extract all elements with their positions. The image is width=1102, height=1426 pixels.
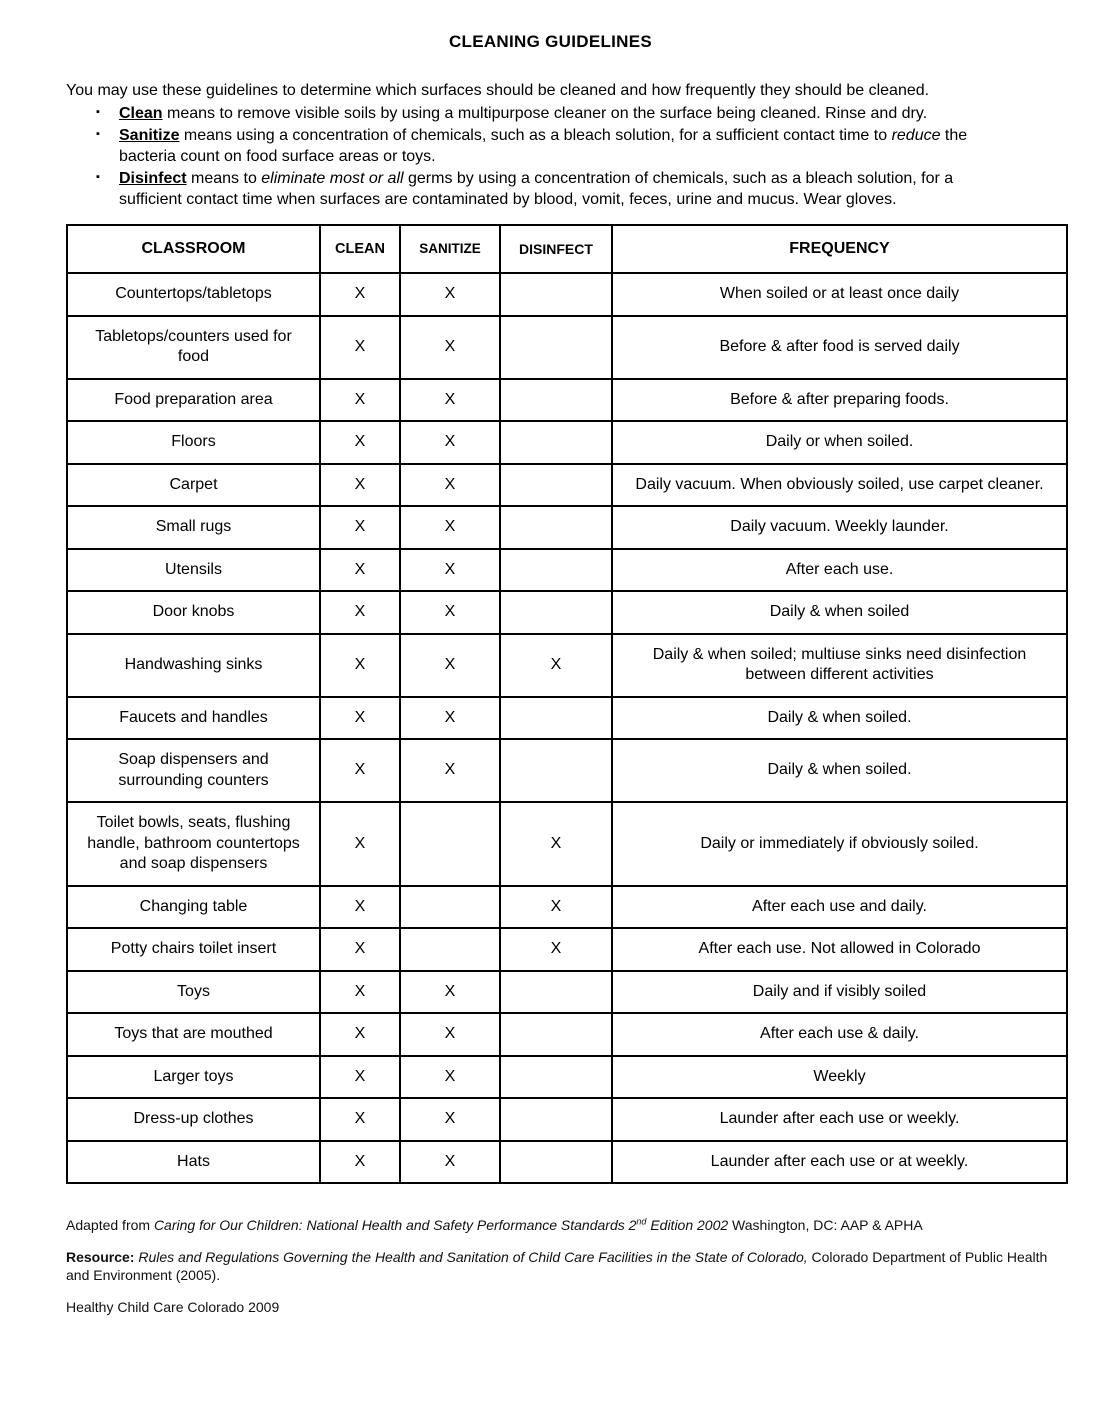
cleaning-guidelines-table: [66, 224, 1068, 1184]
clean-cell: X: [320, 739, 400, 802]
intro-paragraph: You may use these guidelines to determine which surfaces should be cleaned and how frequently they should be cleaned.: [66, 82, 930, 99]
adapted-superscript: nd: [636, 1216, 647, 1227]
classroom-cell: Food preparation area: [67, 379, 320, 422]
classroom-cell: Carpet: [67, 464, 320, 507]
sanitize-cell: [400, 928, 500, 971]
frequency-cell: Daily vacuum. When obviously soiled, use carpet cleaner.: [612, 464, 1067, 507]
clean-cell: X: [320, 506, 400, 549]
classroom-cell: Utensils: [67, 549, 320, 592]
classroom-cell: Toys: [67, 971, 320, 1014]
definition-disinfect-tail: germs by using a concentration of chemicals, such as a bleach solution, for a sufficient contact time when surfaces are contaminated by blood, vomit, feces, urine and mucus. Wear gloves.: [119, 170, 954, 208]
table-row: [67, 1056, 1067, 1099]
sanitize-cell: X: [400, 1013, 500, 1056]
term-disinfect: Disinfect: [119, 170, 187, 187]
clean-cell: X: [320, 634, 400, 697]
disinfect-cell: X: [500, 928, 612, 971]
table-row: [67, 273, 1067, 316]
definition-clean: [94, 103, 1019, 124]
frequency-cell: After each use & daily.: [612, 1013, 1067, 1056]
sanitize-cell: X: [400, 316, 500, 379]
clean-cell: X: [320, 1056, 400, 1099]
footnotes: [66, 1216, 1051, 1316]
resource-label: Resource:: [66, 1249, 135, 1265]
classroom-cell: Soap dispensers and surrounding counters: [67, 739, 320, 802]
sanitize-cell: X: [400, 549, 500, 592]
table-row: [67, 591, 1067, 634]
disinfect-cell: [500, 506, 612, 549]
classroom-cell: Handwashing sinks: [67, 634, 320, 697]
table-row: [67, 886, 1067, 929]
clean-cell: X: [320, 1141, 400, 1184]
definition-sanitize-text: means using a concentration of chemicals, such as a bleach solution, for a sufficient contact time to: [179, 127, 892, 144]
term-sanitize: Sanitize: [119, 127, 180, 144]
classroom-cell: Toys that are mouthed: [67, 1013, 320, 1056]
disinfect-cell: [500, 316, 612, 379]
frequency-cell: Daily or when soiled.: [612, 421, 1067, 464]
definition-sanitize: [94, 125, 1019, 167]
table-row: [67, 634, 1067, 697]
definition-sanitize-tail: the bacteria count on food surface areas or toys.: [119, 127, 968, 165]
adapted-prefix: Adapted from: [66, 1217, 154, 1233]
frequency-cell: After each use and daily.: [612, 886, 1067, 929]
sanitize-cell: X: [400, 739, 500, 802]
table-row: [67, 549, 1067, 592]
resource-source-title: Rules and Regulations Governing the Health and Sanitation of Child Care Facilities in the State of Colorado,: [134, 1249, 808, 1265]
frequency-cell: Daily & when soiled; multiuse sinks need disinfection between different activities: [612, 634, 1067, 697]
adapted-edition: Edition 2002: [646, 1217, 729, 1233]
table-row: [67, 316, 1067, 379]
sanitize-cell: X: [400, 464, 500, 507]
frequency-cell: When soiled or at least once daily: [612, 273, 1067, 316]
disinfect-cell: [500, 1013, 612, 1056]
clean-cell: X: [320, 928, 400, 971]
clean-cell: X: [320, 1013, 400, 1056]
table-row: [67, 1098, 1067, 1141]
clean-cell: X: [320, 1098, 400, 1141]
disinfect-cell: [500, 379, 612, 422]
clean-cell: X: [320, 273, 400, 316]
classroom-cell: Door knobs: [67, 591, 320, 634]
frequency-cell: Daily & when soiled.: [612, 697, 1067, 740]
clean-cell: X: [320, 464, 400, 507]
frequency-cell: Launder after each use or weekly.: [612, 1098, 1067, 1141]
frequency-cell: Daily or immediately if obviously soiled.: [612, 802, 1067, 886]
frequency-cell: Weekly: [612, 1056, 1067, 1099]
disinfect-cell: [500, 273, 612, 316]
table-row: [67, 971, 1067, 1014]
frequency-cell: After each use. Not allowed in Colorado: [612, 928, 1067, 971]
column-header-sanitize: SANITIZE: [400, 225, 500, 273]
table-row: [67, 739, 1067, 802]
disinfect-cell: [500, 739, 612, 802]
definition-disinfect-italic: eliminate most or all: [261, 170, 404, 187]
classroom-cell: Faucets and handles: [67, 697, 320, 740]
clean-cell: X: [320, 802, 400, 886]
classroom-cell: Toilet bowls, seats, flushing handle, bathroom countertops and soap dispensers: [67, 802, 320, 886]
term-clean: Clean: [119, 105, 163, 122]
definition-sanitize-italic: reduce: [891, 127, 941, 144]
adapted-publisher: Washington, DC: AAP & APHA: [728, 1217, 923, 1233]
column-header-clean: CLEAN: [320, 225, 400, 273]
sanitize-cell: X: [400, 506, 500, 549]
classroom-cell: Changing table: [67, 886, 320, 929]
classroom-cell: Floors: [67, 421, 320, 464]
sanitize-cell: X: [400, 421, 500, 464]
classroom-cell: Countertops/tabletops: [67, 273, 320, 316]
disinfect-cell: [500, 1141, 612, 1184]
clean-cell: X: [320, 886, 400, 929]
classroom-cell: Small rugs: [67, 506, 320, 549]
column-header-disinfect: DISINFECT: [500, 225, 612, 273]
clean-cell: X: [320, 316, 400, 379]
sanitize-cell: X: [400, 1056, 500, 1099]
classroom-cell: Tabletops/counters used for food: [67, 316, 320, 379]
frequency-cell: Daily vacuum. Weekly launder.: [612, 506, 1067, 549]
clean-cell: X: [320, 697, 400, 740]
sanitize-cell: X: [400, 1098, 500, 1141]
disinfect-cell: X: [500, 634, 612, 697]
table-row: [67, 802, 1067, 886]
disinfect-cell: [500, 1098, 612, 1141]
definition-clean-text: means to remove visible soils by using a multipurpose cleaner on the surface being cleaned. Rinse and dry.: [162, 105, 928, 122]
clean-cell: X: [320, 379, 400, 422]
frequency-cell: After each use.: [612, 549, 1067, 592]
table-header-row: [67, 225, 1067, 273]
sanitize-cell: X: [400, 273, 500, 316]
sanitize-cell: X: [400, 379, 500, 422]
column-header-classroom: CLASSROOM: [67, 225, 320, 273]
frequency-cell: Before & after food is served daily: [612, 316, 1067, 379]
column-header-frequency: FREQUENCY: [612, 225, 1067, 273]
resource-publisher: Colorado Department of Public Health and Environment (2005).: [66, 1249, 1048, 1283]
sanitize-cell: X: [400, 591, 500, 634]
frequency-cell: Daily & when soiled.: [612, 739, 1067, 802]
clean-cell: X: [320, 971, 400, 1014]
classroom-cell: Potty chairs toilet insert: [67, 928, 320, 971]
table-row: [67, 464, 1067, 507]
classroom-cell: Hats: [67, 1141, 320, 1184]
frequency-cell: Daily and if visibly soiled: [612, 971, 1067, 1014]
table-row: [67, 421, 1067, 464]
frequency-cell: Before & after preparing foods.: [612, 379, 1067, 422]
disinfect-cell: [500, 549, 612, 592]
adapted-source-title: Caring for Our Children: National Health and Safety Performance Standards 2: [153, 1217, 637, 1233]
classroom-cell: Dress-up clothes: [67, 1098, 320, 1141]
disinfect-cell: [500, 464, 612, 507]
definition-list: [94, 103, 1019, 210]
disinfect-cell: [500, 421, 612, 464]
sanitize-cell: X: [400, 1141, 500, 1184]
disinfect-cell: [500, 971, 612, 1014]
table-row: [67, 506, 1067, 549]
table-row: [67, 1141, 1067, 1184]
clean-cell: X: [320, 549, 400, 592]
disinfect-cell: X: [500, 886, 612, 929]
adapted-from-note: [66, 1216, 1051, 1234]
disinfect-cell: X: [500, 802, 612, 886]
table-row: [67, 379, 1067, 422]
sanitize-cell: X: [400, 697, 500, 740]
frequency-cell: Daily & when soiled: [612, 591, 1067, 634]
disinfect-cell: [500, 591, 612, 634]
definition-disinfect: [94, 168, 1019, 210]
classroom-cell: Larger toys: [67, 1056, 320, 1099]
disinfect-cell: [500, 1056, 612, 1099]
resource-note: [66, 1248, 1051, 1284]
sanitize-cell: X: [400, 634, 500, 697]
frequency-cell: Launder after each use or at weekly.: [612, 1141, 1067, 1184]
table-row: [67, 697, 1067, 740]
sanitize-cell: [400, 802, 500, 886]
clean-cell: X: [320, 591, 400, 634]
clean-cell: X: [320, 421, 400, 464]
sanitize-cell: X: [400, 971, 500, 1014]
disinfect-cell: [500, 697, 612, 740]
page-title: CLEANING GUIDELINES: [448, 32, 653, 51]
table-row: [67, 1013, 1067, 1056]
credit-line: Healthy Child Care Colorado 2009: [66, 1299, 280, 1315]
table-row: [67, 928, 1067, 971]
definition-disinfect-text: means to: [186, 170, 262, 187]
sanitize-cell: [400, 886, 500, 929]
